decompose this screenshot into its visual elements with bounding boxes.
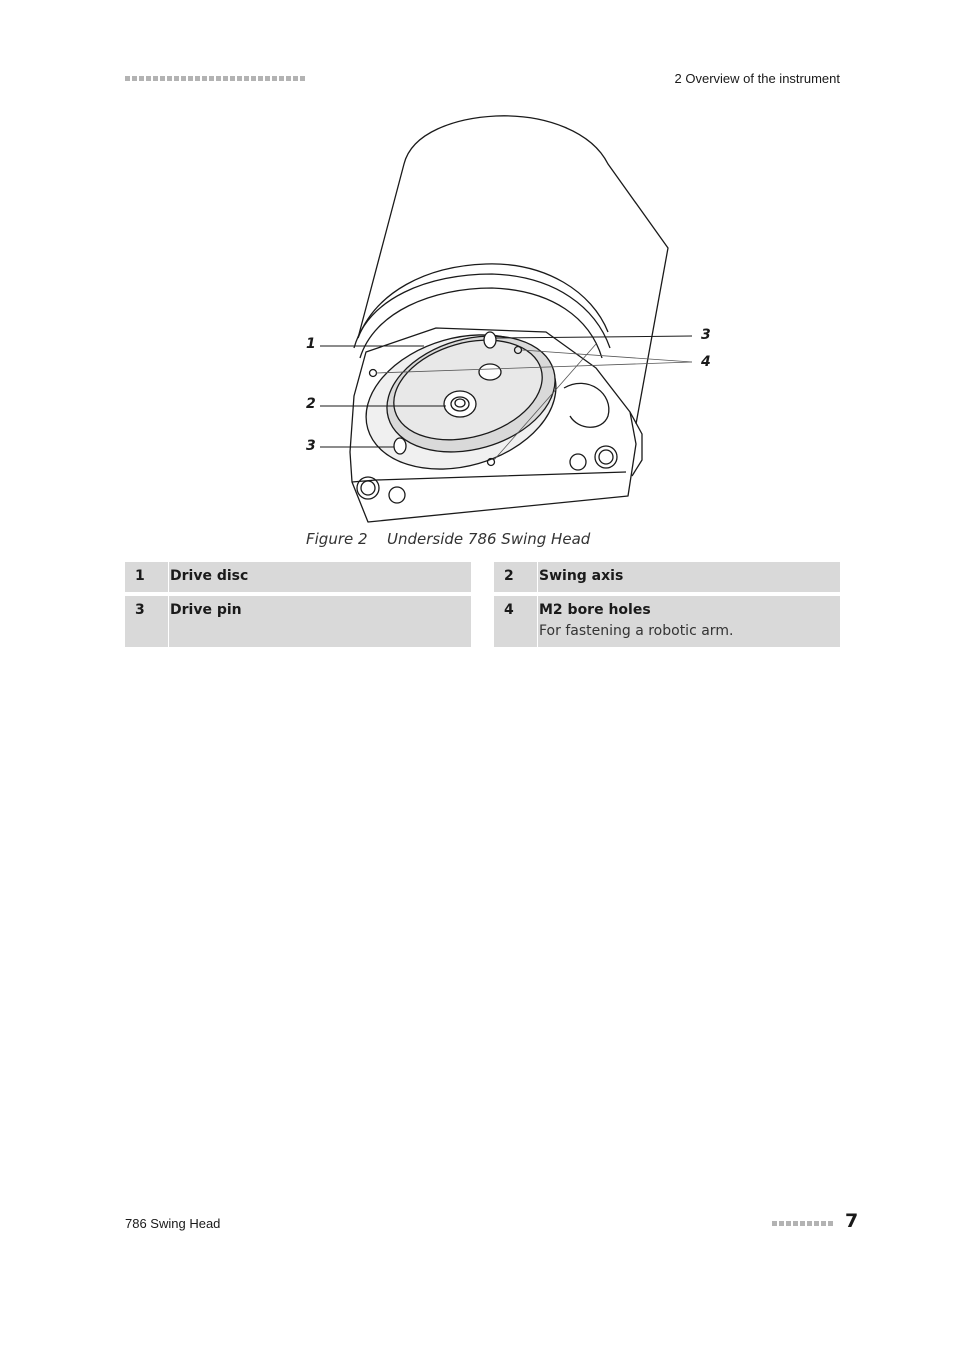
page-number: 7 (845, 1210, 859, 1232)
decoration-square (779, 1221, 784, 1226)
decoration-square (772, 1221, 777, 1226)
callout-4: 4 (701, 354, 711, 370)
decoration-square (209, 76, 214, 81)
decoration-square (153, 76, 158, 81)
legend-item-4 (494, 596, 840, 647)
decoration-square (160, 76, 165, 81)
decoration-square (202, 76, 207, 81)
decoration-square (167, 76, 172, 81)
drive-pin (484, 332, 496, 348)
decoration-square (181, 76, 186, 81)
decoration-square (786, 1221, 791, 1226)
header-decoration (125, 76, 305, 81)
decoration-square (216, 76, 221, 81)
decoration-square (132, 76, 137, 81)
decoration-square (125, 76, 130, 81)
decoration-square (293, 76, 298, 81)
callout-3-lower: 3 (306, 438, 316, 454)
decoration-square (814, 1221, 819, 1226)
decoration-square (139, 76, 144, 81)
figure-title: Underside 786 Swing Head (387, 530, 591, 548)
decoration-square (807, 1221, 812, 1226)
decoration-square (251, 76, 256, 81)
decoration-square (237, 76, 242, 81)
swing-head-illustration (296, 112, 720, 532)
legend-item-2 (494, 562, 840, 592)
footer-product-name: 786 Swing Head (125, 1216, 221, 1231)
legend-number: 2 (494, 562, 538, 592)
footer-decoration (772, 1221, 833, 1226)
callout-3-upper: 3 (701, 327, 711, 343)
legend-number: 1 (125, 562, 169, 592)
legend-number: 3 (125, 596, 169, 647)
decoration-square (286, 76, 291, 81)
running-head: 2 Overview of the instrument (674, 71, 840, 86)
decoration-square (195, 76, 200, 81)
decoration-square (174, 76, 179, 81)
legend-label: Swing axis (539, 568, 624, 584)
decoration-square (800, 1221, 805, 1226)
decoration-square (821, 1221, 826, 1226)
legend-number: 4 (494, 596, 538, 647)
decoration-square (265, 76, 270, 81)
decoration-square (272, 76, 277, 81)
figure-caption (306, 530, 590, 548)
decoration-square (258, 76, 263, 81)
decoration-square (146, 76, 151, 81)
legend-label: Drive pin (170, 602, 242, 618)
decoration-square (828, 1221, 833, 1226)
decoration-square (300, 76, 305, 81)
decoration-square (230, 76, 235, 81)
decoration-square (223, 76, 228, 81)
callout-2: 2 (306, 396, 316, 412)
legend-label: M2 bore holes (539, 602, 651, 618)
legend-item-3 (125, 596, 471, 647)
legend-description: For fastening a robotic arm. (539, 623, 734, 639)
legend-label: Drive disc (170, 568, 249, 584)
decoration-square (244, 76, 249, 81)
decoration-square (793, 1221, 798, 1226)
legend-item-1 (125, 562, 471, 592)
figure-number: Figure 2 (306, 530, 368, 548)
callout-1: 1 (306, 336, 316, 352)
figure (296, 112, 720, 532)
drive-pin (394, 438, 406, 454)
decoration-square (279, 76, 284, 81)
decoration-square (188, 76, 193, 81)
